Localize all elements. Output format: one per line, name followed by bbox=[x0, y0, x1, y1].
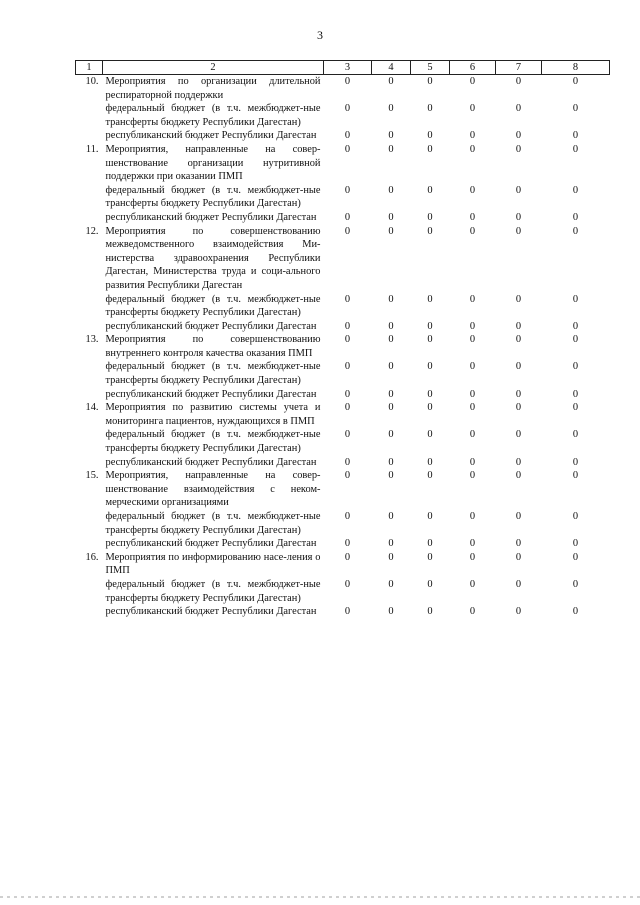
table-row-source bbox=[76, 129, 610, 143]
value-cell: 0 bbox=[572, 551, 579, 563]
row-description: республиканский бюджет Республики Дагестан bbox=[105, 606, 317, 618]
value-cell: 0 bbox=[344, 361, 351, 373]
table-row-source bbox=[76, 293, 610, 320]
value-cell: 0 bbox=[344, 470, 351, 482]
table-row-item bbox=[76, 333, 610, 360]
value-cell: 0 bbox=[572, 606, 579, 618]
row-description: федеральный бюджет (в т.ч. межбюджет-ные трансферты бюджету Республики Дагестан) bbox=[105, 578, 321, 604]
row-description: Мероприятия по информированию насе-ления о ПМП bbox=[105, 551, 321, 577]
row-number: 13. bbox=[85, 334, 99, 346]
value-cell: 0 bbox=[572, 470, 579, 482]
value-cell: 0 bbox=[388, 606, 394, 618]
value-cell: 0 bbox=[388, 225, 394, 237]
value-cell: 0 bbox=[427, 334, 433, 346]
value-cell: 0 bbox=[469, 456, 476, 468]
value-cell: 0 bbox=[572, 211, 579, 223]
value-cell: 0 bbox=[344, 456, 351, 468]
value-cell: 0 bbox=[427, 578, 433, 590]
value-cell: 0 bbox=[427, 76, 433, 87]
row-number bbox=[76, 456, 103, 470]
value-cell: 0 bbox=[388, 334, 394, 346]
value-cell: 0 bbox=[572, 361, 579, 373]
value-cell: 0 bbox=[572, 429, 579, 441]
value-cell: 0 bbox=[469, 470, 476, 482]
value-cell: 0 bbox=[469, 429, 476, 441]
value-cell: 0 bbox=[427, 293, 433, 305]
value-cell: 0 bbox=[572, 130, 579, 142]
table-row-item bbox=[76, 75, 610, 103]
value-cell: 0 bbox=[427, 103, 433, 115]
value-cell: 0 bbox=[572, 76, 579, 87]
page-number: 3 bbox=[317, 28, 323, 42]
table-row-source bbox=[76, 537, 610, 551]
budget-table bbox=[75, 60, 610, 619]
value-cell: 0 bbox=[344, 538, 351, 550]
row-number bbox=[76, 537, 103, 551]
value-cell: 0 bbox=[469, 76, 476, 87]
value-cell: 0 bbox=[469, 184, 476, 196]
value-cell: 0 bbox=[515, 103, 522, 115]
row-number: 11. bbox=[85, 143, 99, 155]
row-description: федеральный бюджет (в т.ч. межбюджет-ные трансферты бюджету Республики Дагестан) bbox=[105, 103, 321, 128]
value-cell: 0 bbox=[427, 211, 433, 223]
value-cell: 0 bbox=[515, 225, 522, 237]
value-cell: 0 bbox=[388, 470, 394, 482]
row-number: 14. bbox=[85, 402, 99, 414]
value-cell: 0 bbox=[388, 361, 394, 373]
value-cell: 0 bbox=[469, 293, 476, 305]
value-cell: 0 bbox=[388, 511, 394, 522]
row-description: Мероприятия, направленные на совер-шенствование организации нутритивной поддержки при оказании ПМП bbox=[105, 143, 321, 183]
value-cell: 0 bbox=[344, 320, 351, 332]
row-description: федеральный бюджет (в т.ч. межбюджет-ные трансферты бюджету Республики Дагестан) bbox=[105, 361, 321, 387]
row-description: республиканский бюджет Республики Дагестан bbox=[105, 130, 317, 142]
value-cell: 0 bbox=[388, 130, 394, 142]
value-cell: 0 bbox=[427, 511, 433, 522]
value-cell: 0 bbox=[515, 143, 522, 155]
value-cell: 0 bbox=[515, 470, 522, 482]
value-cell: 0 bbox=[388, 388, 394, 400]
column-header: 5 bbox=[411, 61, 450, 75]
value-cell: 0 bbox=[572, 293, 579, 305]
value-cell: 0 bbox=[388, 320, 394, 332]
row-number: 15. bbox=[85, 470, 99, 482]
value-cell: 0 bbox=[388, 184, 394, 196]
table-row-source bbox=[76, 456, 610, 470]
value-cell: 0 bbox=[469, 143, 476, 155]
table-header-row bbox=[76, 61, 610, 75]
value-cell: 0 bbox=[572, 456, 579, 468]
row-number bbox=[76, 388, 103, 402]
value-cell: 0 bbox=[344, 402, 351, 414]
table-row-source bbox=[76, 320, 610, 334]
table-row-source bbox=[76, 211, 610, 225]
row-description: республиканский бюджет Республики Дагестан bbox=[105, 211, 317, 223]
value-cell: 0 bbox=[515, 606, 522, 618]
value-cell: 0 bbox=[388, 538, 394, 550]
value-cell: 0 bbox=[572, 388, 579, 400]
column-header: 6 bbox=[450, 61, 496, 75]
value-cell: 0 bbox=[515, 334, 522, 346]
row-description: республиканский бюджет Республики Дагестан bbox=[105, 538, 317, 550]
row-description: республиканский бюджет Республики Дагестан bbox=[105, 388, 317, 400]
row-description: федеральный бюджет (в т.ч. межбюджет-ные трансферты бюджету Республики Дагестан) bbox=[105, 293, 321, 319]
value-cell: 0 bbox=[572, 578, 579, 590]
value-cell: 0 bbox=[469, 103, 476, 115]
value-cell: 0 bbox=[572, 184, 579, 196]
value-cell: 0 bbox=[344, 334, 351, 346]
table-row-item bbox=[76, 469, 610, 510]
value-cell: 0 bbox=[515, 361, 522, 373]
value-cell: 0 bbox=[515, 578, 522, 590]
value-cell: 0 bbox=[469, 511, 476, 522]
table-row-item bbox=[76, 401, 610, 428]
row-description: Мероприятия по организации длительной респираторной поддержки bbox=[105, 76, 321, 101]
row-number bbox=[76, 129, 103, 143]
value-cell: 0 bbox=[469, 130, 476, 142]
value-cell: 0 bbox=[515, 320, 522, 332]
value-cell: 0 bbox=[388, 429, 394, 441]
table-row-source bbox=[76, 510, 610, 537]
value-cell: 0 bbox=[427, 361, 433, 373]
column-header: 4 bbox=[372, 61, 411, 75]
value-cell: 0 bbox=[469, 334, 476, 346]
column-header: 7 bbox=[496, 61, 542, 75]
value-cell: 0 bbox=[344, 130, 351, 142]
value-cell: 0 bbox=[515, 551, 522, 563]
value-cell: 0 bbox=[344, 184, 351, 196]
value-cell: 0 bbox=[427, 429, 433, 441]
value-cell: 0 bbox=[427, 402, 433, 414]
value-cell: 0 bbox=[427, 388, 433, 400]
value-cell: 0 bbox=[427, 143, 433, 155]
value-cell: 0 bbox=[469, 578, 476, 590]
value-cell: 0 bbox=[469, 402, 476, 414]
value-cell: 0 bbox=[515, 76, 522, 87]
value-cell: 0 bbox=[572, 511, 579, 522]
value-cell: 0 bbox=[388, 211, 394, 223]
value-cell: 0 bbox=[469, 225, 476, 237]
column-header: 8 bbox=[542, 61, 610, 75]
table-row-item bbox=[76, 143, 610, 184]
table-row-source bbox=[76, 605, 610, 619]
value-cell: 0 bbox=[344, 429, 351, 441]
value-cell: 0 bbox=[515, 511, 522, 522]
value-cell: 0 bbox=[572, 225, 579, 237]
value-cell: 0 bbox=[344, 551, 351, 563]
value-cell: 0 bbox=[469, 388, 476, 400]
value-cell: 0 bbox=[344, 225, 351, 237]
value-cell: 0 bbox=[572, 103, 579, 115]
value-cell: 0 bbox=[515, 130, 522, 142]
table-row-item bbox=[76, 551, 610, 578]
value-cell: 0 bbox=[427, 606, 433, 618]
value-cell: 0 bbox=[572, 320, 579, 332]
value-cell: 0 bbox=[344, 103, 351, 115]
row-description: Мероприятия по развитию системы учета и мониторинга пациентов, нуждающихся в ПМП bbox=[105, 402, 321, 427]
value-cell: 0 bbox=[388, 143, 394, 155]
value-cell: 0 bbox=[344, 293, 351, 305]
value-cell: 0 bbox=[344, 578, 351, 590]
row-number bbox=[76, 211, 103, 225]
row-description: федеральный бюджет (в т.ч. межбюджет-ные трансферты бюджету Республики Дагестан) bbox=[105, 511, 321, 536]
value-cell: 0 bbox=[515, 211, 522, 223]
row-number bbox=[76, 510, 103, 537]
row-number bbox=[76, 428, 103, 455]
value-cell: 0 bbox=[515, 456, 522, 468]
value-cell: 0 bbox=[427, 130, 433, 142]
row-description: республиканский бюджет Республики Дагестан bbox=[105, 456, 317, 468]
table-row-item bbox=[76, 225, 610, 293]
row-number: 16. bbox=[85, 551, 99, 563]
value-cell: 0 bbox=[427, 538, 433, 550]
value-cell: 0 bbox=[572, 538, 579, 550]
column-header: 1 bbox=[76, 61, 103, 75]
scan-artifact-line bbox=[0, 896, 640, 898]
value-cell: 0 bbox=[469, 211, 476, 223]
value-cell: 0 bbox=[515, 402, 522, 414]
value-cell: 0 bbox=[388, 578, 394, 590]
row-number: 12. bbox=[85, 225, 99, 237]
value-cell: 0 bbox=[572, 402, 579, 414]
column-header: 2 bbox=[103, 61, 324, 75]
row-description: Мероприятия по совершенствованию внутреннего контроля качества оказания ПМП bbox=[105, 334, 321, 359]
row-number: 10. bbox=[85, 76, 99, 87]
value-cell: 0 bbox=[469, 551, 476, 563]
row-number bbox=[76, 293, 103, 320]
value-cell: 0 bbox=[572, 143, 579, 155]
value-cell: 0 bbox=[427, 470, 433, 482]
table-row-source bbox=[76, 388, 610, 402]
value-cell: 0 bbox=[388, 293, 394, 305]
value-cell: 0 bbox=[427, 551, 433, 563]
value-cell: 0 bbox=[388, 456, 394, 468]
row-number bbox=[76, 360, 103, 387]
row-number bbox=[76, 605, 103, 619]
row-description: Мероприятия по совершенствованию межведомственного взаимодействия Ми-нистерства здравоохранения Республики Дагестан, Министерства труда и соци-ального развития Республики Дагестан bbox=[105, 225, 321, 291]
table-row-source bbox=[76, 184, 610, 211]
row-number bbox=[76, 102, 103, 129]
row-description: федеральный бюджет (в т.ч. межбюджет-ные трансферты бюджету Республики Дагестан) bbox=[105, 429, 321, 455]
table-row-source bbox=[76, 102, 610, 129]
row-description: республиканский бюджет Республики Дагестан bbox=[105, 320, 317, 332]
value-cell: 0 bbox=[427, 320, 433, 332]
value-cell: 0 bbox=[515, 293, 522, 305]
value-cell: 0 bbox=[388, 402, 394, 414]
value-cell: 0 bbox=[344, 388, 351, 400]
value-cell: 0 bbox=[427, 456, 433, 468]
value-cell: 0 bbox=[388, 76, 394, 87]
row-number bbox=[76, 184, 103, 211]
value-cell: 0 bbox=[469, 320, 476, 332]
value-cell: 0 bbox=[515, 538, 522, 550]
value-cell: 0 bbox=[515, 184, 522, 196]
value-cell: 0 bbox=[515, 388, 522, 400]
row-description: федеральный бюджет (в т.ч. межбюджет-ные трансферты бюджету Республики Дагестан) bbox=[105, 184, 321, 210]
value-cell: 0 bbox=[515, 429, 522, 441]
value-cell: 0 bbox=[469, 606, 476, 618]
value-cell: 0 bbox=[344, 143, 351, 155]
table-row-source bbox=[76, 360, 610, 387]
value-cell: 0 bbox=[344, 211, 351, 223]
table-row-source bbox=[76, 428, 610, 455]
value-cell: 0 bbox=[388, 551, 394, 563]
row-number bbox=[76, 320, 103, 334]
table-row-source bbox=[76, 578, 610, 605]
value-cell: 0 bbox=[572, 334, 579, 346]
value-cell: 0 bbox=[427, 225, 433, 237]
value-cell: 0 bbox=[344, 511, 351, 522]
value-cell: 0 bbox=[469, 361, 476, 373]
value-cell: 0 bbox=[469, 538, 476, 550]
value-cell: 0 bbox=[344, 76, 351, 87]
value-cell: 0 bbox=[427, 184, 433, 196]
column-header: 3 bbox=[324, 61, 372, 75]
value-cell: 0 bbox=[344, 606, 351, 618]
value-cell: 0 bbox=[388, 103, 394, 115]
row-description: Мероприятия, направленные на совер-шенствование взаимодействия с неком-мерческими организациями bbox=[105, 470, 321, 509]
row-number bbox=[76, 578, 103, 605]
